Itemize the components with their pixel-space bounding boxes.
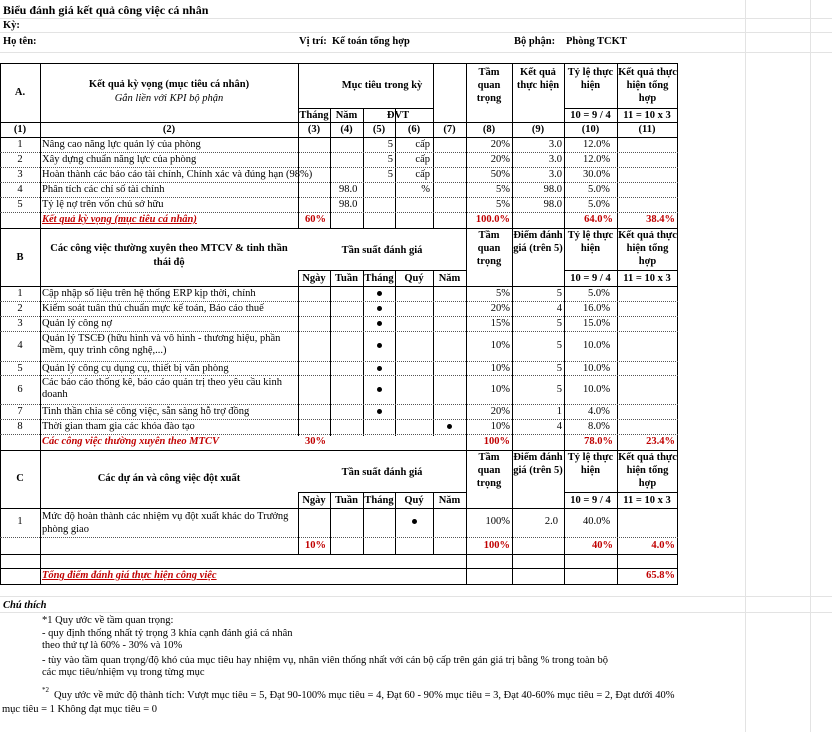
row-weight: 50% — [490, 169, 510, 180]
row-no: 2 — [17, 303, 23, 314]
section-a-total-label: Kết quả kỳ vọng (mục tiêu cá nhân) — [42, 214, 197, 225]
section-c-letter: C — [16, 473, 24, 484]
colnum-9: (9) — [531, 124, 545, 135]
row-weight: 5% — [496, 184, 510, 195]
section-a-title: Kết quả kỳ vọng (mục tiêu cá nhân) — [88, 79, 250, 90]
row-ratio: 16.0% — [583, 303, 611, 314]
row-score: 5 — [556, 288, 562, 299]
header-result-c: Kết quả thực hiện tổng hợp — [618, 452, 677, 489]
formula-result-b: 11 = 10 x 3 — [623, 273, 671, 284]
row-weight: 100% — [485, 516, 510, 527]
row-no: 7 — [17, 406, 23, 417]
name-label: Họ tên: — [3, 36, 37, 47]
row-no: 2 — [17, 154, 23, 165]
row-ratio: 4.0% — [588, 406, 610, 417]
formula-ratio-c: 10 = 9 / 4 — [570, 495, 611, 506]
position-label: Vị trí: — [299, 36, 327, 47]
freq-thang-c: Tháng — [364, 495, 394, 506]
note1-line1: - quy định thống nhất tỷ trọng 3 khía cạnh đánh giá cá nhân theo thứ tự là 60% - 30% và 10% — [42, 628, 293, 651]
frequency-marker — [363, 288, 395, 300]
header-result-b: Kết quả thực hiện tổng hợp — [618, 230, 677, 267]
colnum-11: (11) — [638, 124, 656, 135]
row-name: Mức độ hoàn thành các nhiệm vụ đột xuất khác do Trưởng phòng giao — [42, 511, 289, 535]
row-name: Các báo cáo thống kê, báo cáo quản trị theo yêu cầu kinh doanh — [42, 377, 282, 400]
section-a-total-ratio: 64.0% — [584, 214, 613, 225]
header-weight-a: Tầm quan trọng — [476, 67, 502, 104]
freq-nam-c: Năm — [438, 495, 461, 506]
header-result-a: Kết quả thực hiện tổng hợp — [618, 67, 677, 104]
row-name: Thời gian tham gia các khóa đào tạo — [42, 421, 195, 432]
frequency-marker — [363, 318, 395, 330]
row-no: 3 — [17, 169, 23, 180]
frequency-marker — [363, 384, 395, 396]
row-ratio: 5.0% — [588, 199, 610, 210]
row-nam: 5 — [387, 139, 393, 150]
frequency-marker — [363, 363, 395, 375]
row-no: 1 — [17, 139, 23, 150]
section-b-total-ratio: 78.0% — [584, 436, 613, 447]
col-nam: Năm — [335, 110, 358, 121]
row-score: 1 — [556, 406, 562, 417]
row-dvt: cấp — [415, 169, 430, 180]
row-weight: 5% — [496, 199, 510, 210]
colnum-10: (10) — [581, 124, 600, 135]
row-weight: 10% — [490, 421, 510, 432]
row-no: 3 — [17, 318, 23, 329]
colnum-8: (8) — [482, 124, 496, 135]
row-no: 6 — [17, 384, 23, 395]
row-weight: 20% — [490, 139, 510, 150]
col-dvt: ĐVT — [386, 110, 410, 121]
header-ratio-b: Tỷ lệ thực hiện — [567, 230, 614, 254]
row-ratio: 15.0% — [583, 318, 611, 329]
section-c-title: Các dự án và công việc đột xuất — [97, 473, 241, 484]
colnum-5: (5) — [372, 124, 386, 135]
row-score: 4 — [556, 303, 562, 314]
colnum-3: (3) — [307, 124, 321, 135]
row-ratio: 40.0% — [583, 516, 611, 527]
frequency-marker — [433, 421, 466, 433]
header-ratio-a: Tỷ lệ thực hiện — [567, 67, 614, 91]
colnum-4: (4) — [340, 124, 353, 135]
row-no: 5 — [17, 199, 23, 210]
row-no: 1 — [17, 516, 23, 527]
section-b-total-share: 30% — [305, 436, 326, 447]
row-no: 4 — [17, 184, 23, 195]
section-b-title: Các công việc thường xuyên theo MTCV & tinh thần thái độ — [50, 243, 288, 268]
section-c-total-share: 10% — [305, 540, 326, 551]
section-b-total-result: 23.4% — [646, 436, 675, 447]
note1-title: *1 Quy ước về tầm quan trọng: — [42, 615, 174, 626]
period-label: Kỳ: — [3, 20, 20, 31]
row-name: Tỷ lệ nợ trên vốn chủ sở hữu — [42, 199, 164, 210]
row-ratio: 30.0% — [583, 169, 611, 180]
header-ratio-c: Tỷ lệ thực hiện — [567, 452, 614, 476]
section-b-total-label: Các công việc thường xuyên theo MTCV — [42, 436, 220, 447]
colnum-6: (6) — [407, 124, 421, 135]
notes-heading: Chú thích — [3, 600, 47, 611]
section-b-letter: B — [16, 252, 24, 263]
row-name: Hoàn thành các báo cáo tài chính, Chính xác và đúng hạn (98%) — [42, 169, 313, 180]
row-actual: 98.0 — [543, 184, 562, 195]
row-weight: 10% — [490, 363, 510, 374]
row-actual: 3.0 — [548, 169, 562, 180]
row-no: 1 — [17, 288, 23, 299]
row-actual: 3.0 — [548, 154, 562, 165]
section-c-total-result: 4.0% — [651, 540, 675, 551]
department-value: Phòng TCKT — [566, 36, 627, 47]
freq-tuan: Tuần — [335, 273, 358, 284]
row-ratio: 12.0% — [583, 139, 611, 150]
col-thang: Tháng — [299, 110, 329, 121]
row-dvt: % — [421, 184, 430, 195]
header-weight-c: Tầm quan trọng — [476, 452, 502, 489]
frequency-marker — [395, 516, 433, 528]
row-weight: 10% — [490, 340, 510, 351]
row-score: 5 — [556, 318, 562, 329]
row-ratio: 5.0% — [588, 184, 610, 195]
department-label: Bộ phận: — [514, 36, 556, 47]
colnum-2: (2) — [162, 124, 176, 135]
row-nam: 5 — [387, 154, 393, 165]
row-nam: 5 — [387, 169, 393, 180]
row-ratio: 10.0% — [583, 384, 611, 395]
formula-result-c: 11 = 10 x 3 — [623, 495, 671, 506]
row-name: Cập nhập số liệu trên hệ thống ERP kịp thời, chính — [42, 288, 256, 299]
position-value: Kế toán tổng hợp — [332, 36, 410, 47]
row-weight: 10% — [490, 384, 510, 395]
row-dvt: cấp — [415, 139, 430, 150]
frequency-marker — [363, 303, 395, 315]
row-weight: 20% — [490, 406, 510, 417]
section-a-subtitle: Gắn liền với KPI bộ phận — [114, 93, 224, 104]
colnum-7: (7) — [443, 124, 456, 135]
row-name: Quản lý TSCĐ (hữu hình và vô hình - thương hiệu, phần mềm, quy trình công nghệ,...) — [42, 333, 281, 356]
colnum-1: (1) — [13, 124, 27, 135]
freq-ngay-c: Ngày — [302, 495, 326, 506]
note2-mark: *2 — [42, 686, 49, 694]
freq-quy: Quý — [404, 273, 424, 284]
row-name: Nâng cao năng lực quản lý của phòng — [42, 139, 201, 150]
grand-total-label: Tổng điểm đánh giá thực hiện công việc — [42, 570, 217, 581]
section-a-total-result: 38.4% — [646, 214, 675, 225]
row-ratio: 12.0% — [583, 154, 611, 165]
row-weight: 20% — [490, 303, 510, 314]
row-name: Quản lý công nợ — [42, 318, 112, 329]
row-name: Phân tích các chỉ số tài chính — [42, 184, 165, 195]
row-ratio: 5.0% — [588, 288, 610, 299]
row-score: 2.0 — [544, 516, 558, 527]
row-weight: 5% — [496, 288, 510, 299]
row-ratio: 8.0% — [588, 421, 610, 432]
note1-line2: - tùy vào tầm quan trọng/độ khó của mục tiêu hay nhiệm vụ, nhân viên thống nhất với cán bộ cấp trên gán giá trị bằng % trong toàn bộ các mục tiêu/nhiệm vụ trong từng mục — [42, 655, 608, 678]
freq-thang: Tháng — [364, 273, 394, 284]
row-thang: 98.0 — [339, 184, 358, 195]
row-ratio: 10.0% — [583, 363, 611, 374]
freq-nam: Năm — [438, 273, 461, 284]
target-header: Mục tiêu trong kỳ — [341, 80, 423, 91]
row-name: Xây dựng chuẩn năng lực của phòng — [42, 154, 197, 165]
row-no: 4 — [17, 340, 23, 351]
formula-result-a: 11 = 10 x 3 — [623, 110, 671, 121]
section-b-freq-header: Tần suất đánh giá — [341, 245, 423, 256]
sheet-title: Biểu đánh giá kết quả công việc cá nhân — [3, 3, 209, 17]
freq-tuan-c: Tuần — [335, 495, 358, 506]
row-name: Quản lý công cụ dụng cụ, thiết bị văn phòng — [42, 363, 229, 374]
row-thang: 98.0 — [339, 199, 358, 210]
row-actual: 3.0 — [548, 139, 562, 150]
section-c-freq-header: Tần suất đánh giá — [341, 467, 423, 478]
row-actual: 98.0 — [543, 199, 562, 210]
row-weight: 20% — [490, 154, 510, 165]
grand-total-value: 65.8% — [646, 570, 675, 581]
row-ratio: 10.0% — [583, 340, 611, 351]
section-a-total-weight: 100.0% — [475, 214, 510, 225]
formula-ratio-a: 10 = 9 / 4 — [570, 110, 611, 121]
row-score: 5 — [556, 384, 562, 395]
frequency-marker — [363, 406, 395, 418]
header-score-b: Điểm đánh giá (trên 5) — [513, 230, 563, 254]
header-weight-b: Tầm quan trọng — [476, 230, 502, 267]
freq-ngay: Ngày — [302, 273, 326, 284]
row-score: 5 — [556, 363, 562, 374]
row-no: 5 — [17, 363, 23, 374]
freq-quy-c: Quý — [404, 495, 424, 506]
section-c-total-weight: 100% — [483, 540, 510, 551]
section-b-total-weight: 100% — [483, 436, 510, 447]
section-c-total-ratio: 40% — [592, 540, 613, 551]
header-score-c: Điểm đánh giá (trên 5) — [513, 452, 563, 476]
formula-ratio-b: 10 = 9 / 4 — [570, 273, 611, 284]
header-actual-a: Kết quả thực hiện — [516, 67, 560, 91]
section-a-total-share: 60% — [305, 214, 326, 225]
row-no: 8 — [17, 421, 23, 432]
row-weight: 15% — [490, 318, 510, 329]
row-score: 5 — [556, 340, 562, 351]
row-name: Kiểm soát tuân thủ chuẩn mực kế toán, Báo cáo thuế — [42, 303, 264, 314]
row-dvt: cấp — [415, 154, 430, 165]
row-score: 4 — [556, 421, 562, 432]
section-a-letter: A. — [14, 87, 26, 98]
row-name: Tinh thần chia sẻ công việc, sẵn sàng hỗ trợ đồng — [42, 406, 250, 417]
frequency-marker — [363, 340, 395, 352]
note2-text: Quy ước về mức độ thành tích: Vượt mục tiêu = 5, Đạt 90-100% mục tiêu = 4, Đạt 60 - 90% mục tiêu = 3, Đạt 40-60% mục tiêu = 2, Đạt dưới 40% mục tiêu = 1 Không đạt mục tiêu = 0 — [2, 690, 675, 715]
